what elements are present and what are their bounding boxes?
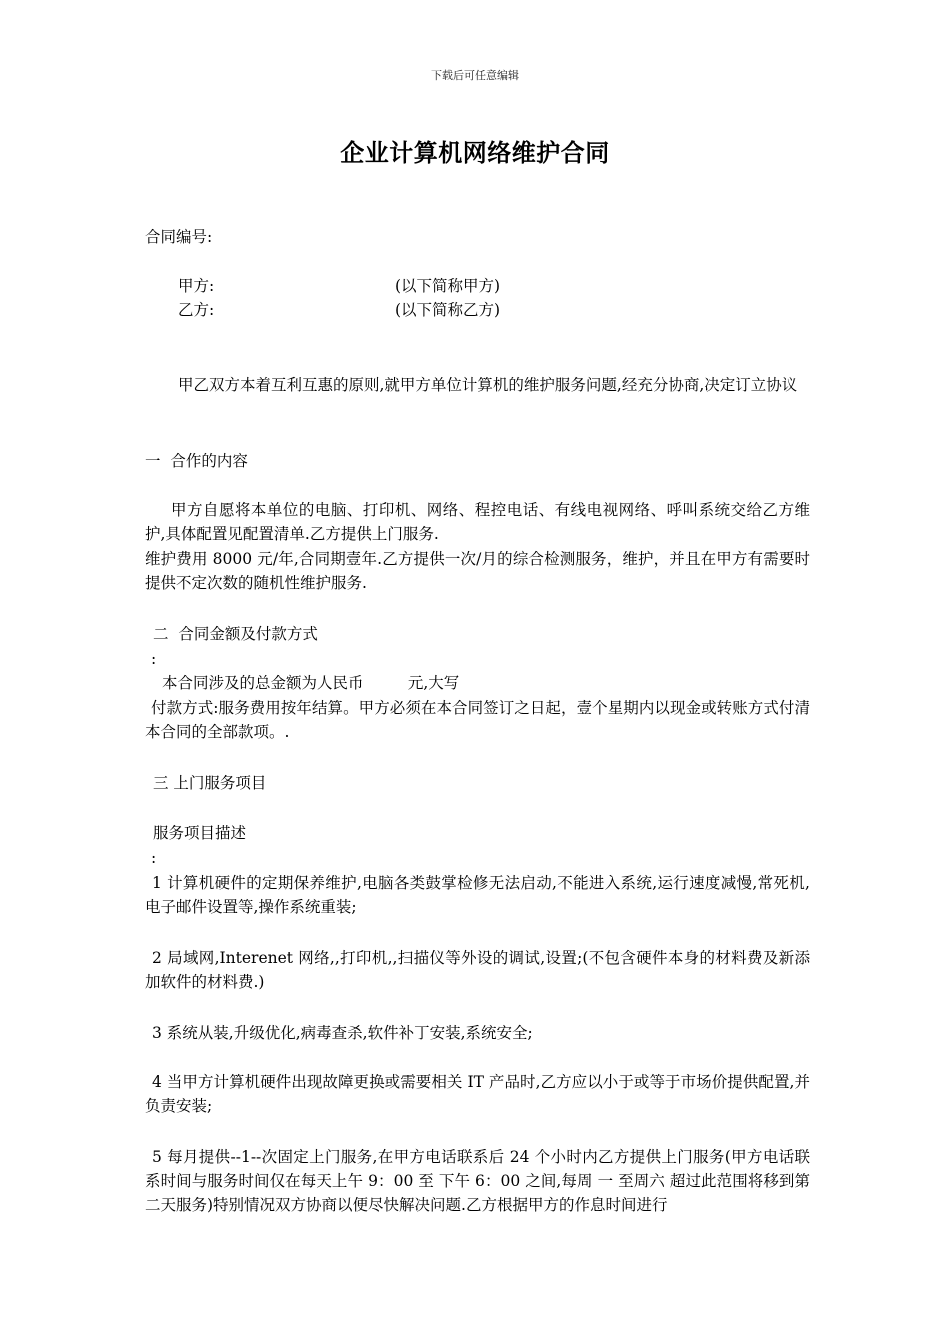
section-1-heading: 一 合作的内容 <box>145 452 248 470</box>
section-3-description: 服务项目描述 <box>153 824 247 842</box>
section-2-heading: 二 合同金额及付款方式 <box>153 625 318 643</box>
service-item-3: 3 系统从装,升级优化,病毒查杀,软件补丁安装,系统安全; <box>152 1024 533 1042</box>
service-item-5: 5 每月提供--1--次固定上门服务,在甲方电话联系后 24 个小时内乙方提供上门服务(甲方电话联系时间与服务时间仅在每天上午 9：00 至 下午 6：00 之间,每周 一 至周六 超过此范围将移到第二天服务)特别情况双方协商以便尽快解决问题.乙方根据甲方的作息时间进行 <box>145 1148 810 1214</box>
party-b-label: 乙方: <box>178 301 215 319</box>
service-item-1: 1 计算机硬件的定期保养维护,电脑各类鼓掌检修无法启动,不能进入系统,运行速度减慢,常死机,电子邮件设置等,操作系统重装; <box>145 874 810 916</box>
party-b-note: (以下简称乙方) <box>395 301 501 319</box>
section-3-heading: 三 上门服务项目 <box>153 774 267 792</box>
service-item-2: 2 局域网,Interenet 网络,,打印机,,扫描仪等外设的调试,设置;(不包含硬件本身的材料费及新添加软件的材料费.) <box>145 949 810 991</box>
section-1-paragraph-1: 甲方自愿将本单位的电脑、打印机、网络、程控电话、有线电视网络、呼叫系统交给乙方维护,具体配置见配置清单.乙方提供上门服务. <box>145 501 810 543</box>
party-a-label: 甲方: <box>178 277 215 295</box>
contract-number-label: 合同编号: <box>145 228 213 246</box>
document-title: 企业计算机网络维护合同 <box>340 138 610 167</box>
section-2-payment: 付款方式:服务费用按年结算。甲方必须在本合同签订之日起，壹个星期内以现金或转账方式付清本合同的全部款项。. <box>145 699 810 741</box>
page-header: 下载后可任意编辑 <box>431 69 519 82</box>
section-2-colon: : <box>151 650 157 668</box>
party-a-note: (以下简称甲方) <box>395 277 501 295</box>
section-1-paragraph-2: 维护费用 8000 元/年,合同期壹年.乙方提供一次/月的综合检测服务，维护，并且在甲方有需要时提供不定次数的随机性维护服务. <box>145 550 810 592</box>
section-2-amount: 本合同涉及的总金额为人民币 元,大写 <box>162 674 460 692</box>
intro-paragraph: 甲乙双方本着互利互惠的原则,就甲方单位计算机的维护服务问题,经充分协商,决定订立协议 <box>178 376 798 394</box>
section-3-colon: : <box>151 849 157 867</box>
service-item-4: 4 当甲方计算机硬件出现故障更换或需要相关 IT 产品时,乙方应以小于或等于市场价提供配置,并负责安装; <box>145 1073 810 1115</box>
